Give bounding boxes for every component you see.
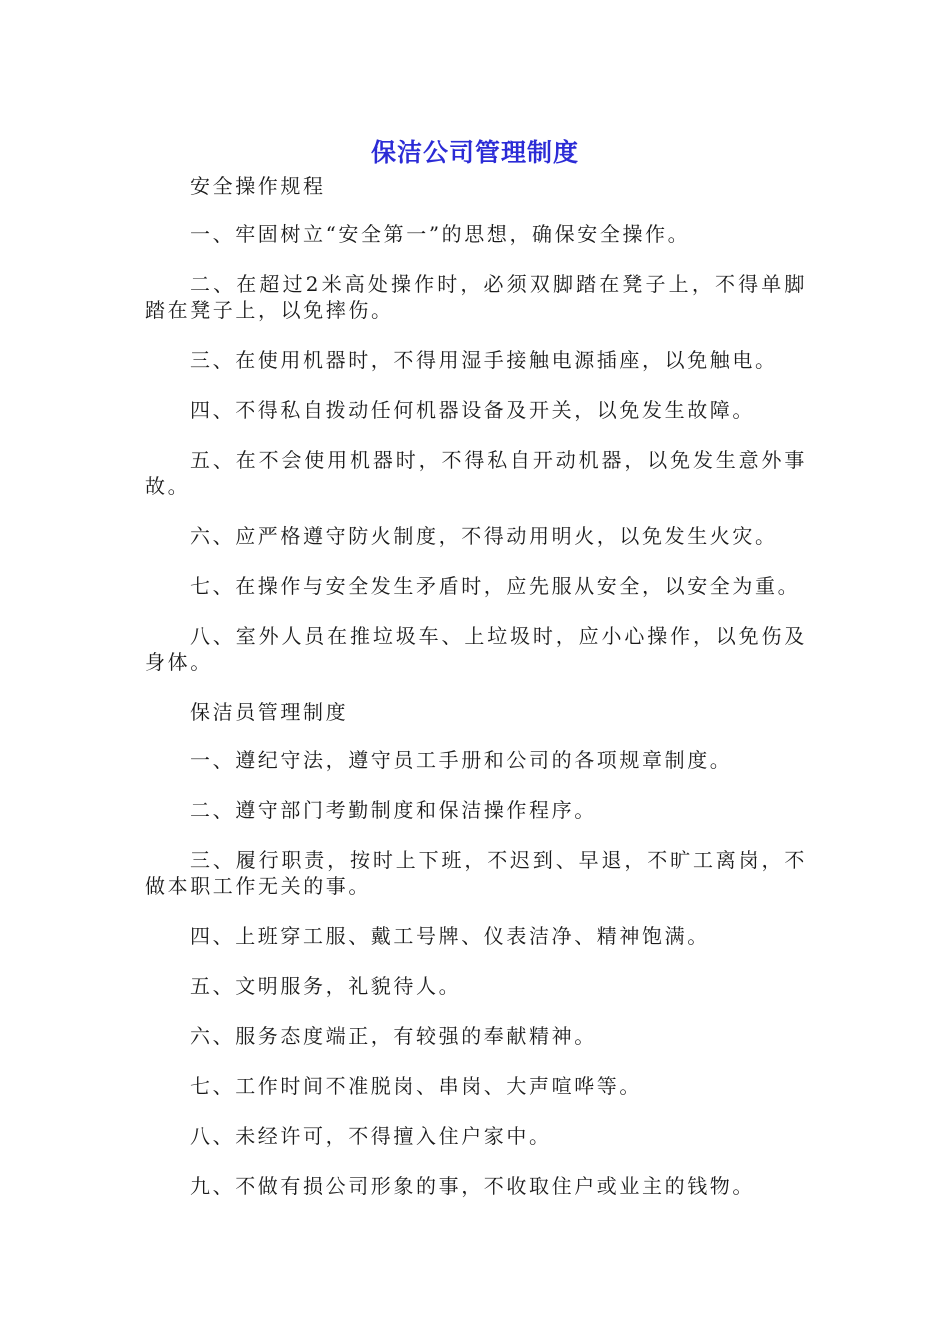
paragraph: 八、未经许可，不得擅入住户家中。 <box>190 1124 552 1148</box>
document-body <box>145 173 807 1223</box>
document-title: 保洁公司管理制度 <box>370 138 579 167</box>
paragraph: 八、室外人员在推垃圾车、上垃圾时，应小心操作，以免伤及身体。 <box>145 624 807 674</box>
paragraph: 六、服务态度端正，有较强的奉献精神。 <box>190 1024 597 1048</box>
paragraph: 七、工作时间不准脱岗、串岗、大声喧哗等。 <box>190 1074 642 1098</box>
paragraph: 九、不做有损公司形象的事，不收取住户或业主的钱物。 <box>190 1174 755 1198</box>
paragraph: 七、在操作与安全发生矛盾时，应先服从安全，以安全为重。 <box>190 574 801 598</box>
paragraph: 五、在不会使用机器时，不得私自开动机器，以免发生意外事故。 <box>145 448 807 498</box>
section-heading-safety: 安全操作规程 <box>190 174 326 198</box>
paragraph: 三、履行职责，按时上下班，不迟到、早退，不旷工离岗，不做本职工作无关的事。 <box>145 848 807 898</box>
section-heading-cleaner: 保洁员管理制度 <box>190 700 349 724</box>
paragraph: 三、在使用机器时，不得用湿手接触电源插座，以免触电。 <box>190 348 778 372</box>
paragraph: 五、文明服务，礼貌待人。 <box>190 974 462 998</box>
paragraph: 四、上班穿工服、戴工号牌、仪表洁净、精神饱满。 <box>190 924 710 948</box>
paragraph: 四、不得私自拨动任何机器设备及开关，以免发生故障。 <box>190 398 755 422</box>
paragraph: 二、遵守部门考勤制度和保洁操作程序。 <box>190 798 597 822</box>
paragraph: 一、遵纪守法，遵守员工手册和公司的各项规章制度。 <box>190 748 733 772</box>
paragraph: 二、在超过2米高处操作时，必须双脚踏在凳子上，不得单脚踏在凳子上，以免摔伤。 <box>145 272 807 322</box>
paragraph: 一、牢固树立“安全第一”的思想，确保安全操作。 <box>190 222 691 246</box>
paragraph: 六、应严格遵守防火制度，不得动用明火，以免发生火灾。 <box>190 524 778 548</box>
